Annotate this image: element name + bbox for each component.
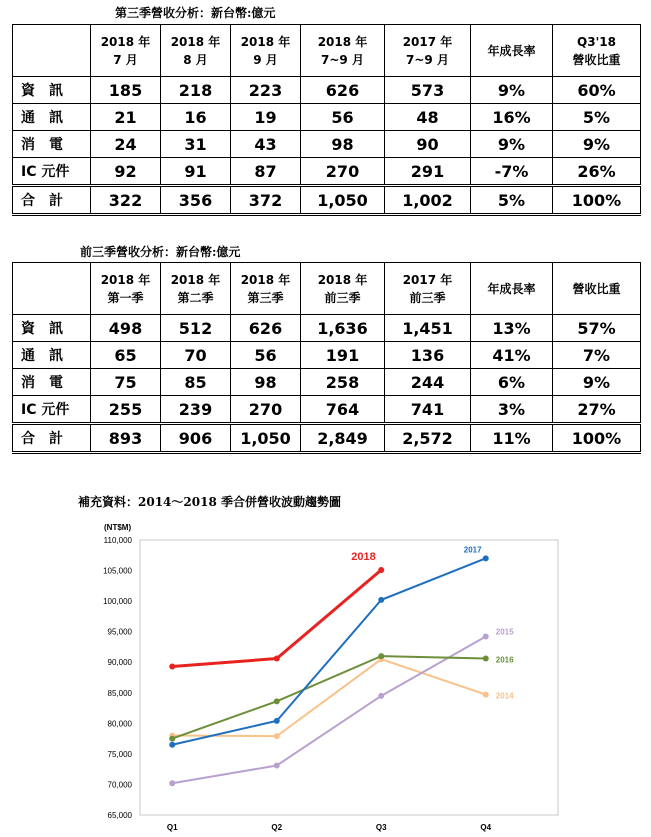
data-point-2016 xyxy=(169,736,175,742)
column-header xyxy=(471,263,553,315)
table-row xyxy=(13,342,641,369)
q3-revenue-table xyxy=(12,24,641,216)
data-point-2018 xyxy=(169,664,175,670)
table-cell: 270 xyxy=(231,396,301,424)
data-point-2016 xyxy=(274,698,280,704)
column-header xyxy=(91,263,161,315)
column-header xyxy=(301,25,385,77)
table-cell: 7% xyxy=(553,342,641,369)
table-cell: 2,849 xyxy=(301,424,385,453)
table-cell: 98 xyxy=(301,131,385,158)
y-tick-label: 75,000 xyxy=(107,749,132,759)
y-tick-label: 100,000 xyxy=(103,597,132,607)
table-cell: 322 xyxy=(91,186,161,215)
ytd-revenue-table xyxy=(12,262,641,454)
column-header xyxy=(161,263,231,315)
column-header xyxy=(385,25,471,77)
column-header-line1: 年成長率 xyxy=(487,43,536,58)
table2-caption: 前三季營收分析：新台幣:億元 xyxy=(80,245,241,259)
column-header xyxy=(553,25,641,77)
table-cell: 291 xyxy=(385,158,471,186)
y-tick-label: 65,000 xyxy=(107,811,132,820)
y-tick-label: 70,000 xyxy=(107,780,132,790)
table-cell: 85 xyxy=(161,369,231,396)
column-header-line2: 營收比重 xyxy=(572,52,621,67)
data-point-2014 xyxy=(274,733,280,739)
table-cell: 31 xyxy=(161,131,231,158)
y-tick-label: 90,000 xyxy=(107,658,132,668)
table-cell: 244 xyxy=(385,369,471,396)
table-cell: 498 xyxy=(91,315,161,342)
data-point-2017 xyxy=(378,597,384,603)
column-header-line1: 營收比重 xyxy=(572,281,621,296)
row-label: IC 元件 xyxy=(13,158,91,186)
table-cell: 16 xyxy=(161,104,231,131)
table-cell: 9% xyxy=(553,131,641,158)
table-cell: 270 xyxy=(301,158,385,186)
table-cell: 258 xyxy=(301,369,385,396)
table-cell: 65 xyxy=(91,342,161,369)
y-tick-label: 95,000 xyxy=(107,627,132,637)
column-header-line2: 第一季 xyxy=(107,290,144,305)
column-header-line2: 前三季 xyxy=(409,290,446,305)
column-header xyxy=(161,25,231,77)
table-row xyxy=(13,186,641,215)
data-point-2017 xyxy=(274,718,280,724)
plot-area xyxy=(140,540,558,815)
column-header-line1: 2018 年 xyxy=(100,34,151,49)
data-point-2018 xyxy=(274,656,280,662)
table-cell: 57% xyxy=(553,315,641,342)
table-cell: 13% xyxy=(471,315,553,342)
table-row xyxy=(13,396,641,424)
table-cell: 2,572 xyxy=(385,424,471,453)
table-row xyxy=(13,315,641,342)
table-cell: 9% xyxy=(553,369,641,396)
chart-title: 補充資料：2014～2018 季合併營收波動趨勢圖 xyxy=(78,495,341,509)
row-label: 資 訊 xyxy=(13,77,91,104)
data-point-2016 xyxy=(483,656,489,662)
y-axis-unit-label: (NT$M) xyxy=(104,523,132,532)
table-cell: 60% xyxy=(553,77,641,104)
table1-caption: 第三季營收分析：新台幣:億元 xyxy=(115,6,276,20)
table-cell: 26% xyxy=(553,158,641,186)
table-cell: 626 xyxy=(231,315,301,342)
column-header xyxy=(231,263,301,315)
table-row xyxy=(13,158,641,186)
table-cell: 27% xyxy=(553,396,641,424)
table-cell: 48 xyxy=(385,104,471,131)
row-label: 資 訊 xyxy=(13,315,91,342)
data-point-2015 xyxy=(483,634,489,640)
column-header-line1: 2017 年 xyxy=(402,34,453,49)
data-point-2015 xyxy=(378,693,384,699)
table-cell: 98 xyxy=(231,369,301,396)
table-cell: 218 xyxy=(161,77,231,104)
table-cell: 741 xyxy=(385,396,471,424)
row-label: IC 元件 xyxy=(13,396,91,424)
column-header-line2: 7 月 xyxy=(113,52,138,67)
column-header-line2: 8 月 xyxy=(183,52,208,67)
series-label-2016: 2016 xyxy=(495,655,514,665)
table-cell: 223 xyxy=(231,77,301,104)
row-label: 合 計 xyxy=(13,424,91,453)
table-cell: 764 xyxy=(301,396,385,424)
x-tick-label: Q4 xyxy=(480,823,492,832)
table-cell: 1,451 xyxy=(385,315,471,342)
table-cell: 626 xyxy=(301,77,385,104)
table-row xyxy=(13,77,641,104)
table-cell: 5% xyxy=(553,104,641,131)
y-tick-label: 105,000 xyxy=(103,566,132,576)
data-point-2018 xyxy=(378,567,384,573)
table-cell: 56 xyxy=(231,342,301,369)
row-label: 通 訊 xyxy=(13,104,91,131)
table-cell: 9% xyxy=(471,77,553,104)
column-header-line2: 第二季 xyxy=(177,290,214,305)
table-cell: 893 xyxy=(91,424,161,453)
table-cell: 1,002 xyxy=(385,186,471,215)
column-header-line1: 2018 年 xyxy=(240,272,291,287)
table-cell: 43 xyxy=(231,131,301,158)
table-row xyxy=(13,131,641,158)
column-header-line2: 前三季 xyxy=(324,290,361,305)
table-cell: 6% xyxy=(471,369,553,396)
column-header-line1: 2017 年 xyxy=(402,272,453,287)
series-label-2017: 2017 xyxy=(463,545,482,555)
table-cell: 91 xyxy=(161,158,231,186)
table-cell: 41% xyxy=(471,342,553,369)
column-header xyxy=(231,25,301,77)
table-cell: 573 xyxy=(385,77,471,104)
data-point-2015 xyxy=(169,780,175,786)
data-point-2016 xyxy=(378,653,384,659)
table-cell: 75 xyxy=(91,369,161,396)
table-cell: 3% xyxy=(471,396,553,424)
column-header xyxy=(553,263,641,315)
column-header xyxy=(91,25,161,77)
table-cell: 70 xyxy=(161,342,231,369)
table-cell: 906 xyxy=(161,424,231,453)
table-row xyxy=(13,104,641,131)
column-header-line1: 2018 年 xyxy=(100,272,151,287)
column-header-line2: 第三季 xyxy=(247,290,284,305)
series-line-2017 xyxy=(172,558,486,744)
table-cell: 136 xyxy=(385,342,471,369)
series-label-2018: 2018 xyxy=(351,550,376,563)
table-cell: 372 xyxy=(231,186,301,215)
table-cell: 92 xyxy=(91,158,161,186)
series-line-2014 xyxy=(172,659,486,736)
series-label-2015: 2015 xyxy=(495,627,514,637)
row-label: 消 電 xyxy=(13,131,91,158)
data-point-2014 xyxy=(483,692,489,698)
column-header xyxy=(13,25,91,77)
column-header xyxy=(13,263,91,315)
table-row xyxy=(13,424,641,453)
table-row xyxy=(13,369,641,396)
table-cell: -7% xyxy=(471,158,553,186)
column-header-line2: 7~9 月 xyxy=(321,52,364,67)
table-cell: 512 xyxy=(161,315,231,342)
column-header-line1: 2018 年 xyxy=(317,272,368,287)
table-cell: 255 xyxy=(91,396,161,424)
table-cell: 1,050 xyxy=(301,186,385,215)
y-tick-label: 110,000 xyxy=(103,536,132,545)
column-header-line1: 2018 年 xyxy=(317,34,368,49)
table-cell: 356 xyxy=(161,186,231,215)
data-point-2017 xyxy=(169,742,175,748)
data-point-2015 xyxy=(274,763,280,769)
table-cell: 90 xyxy=(385,131,471,158)
table-cell: 87 xyxy=(231,158,301,186)
column-header xyxy=(471,25,553,77)
x-tick-label: Q1 xyxy=(166,823,178,832)
column-header-line2: 9 月 xyxy=(253,52,278,67)
y-tick-label: 80,000 xyxy=(107,719,132,729)
x-tick-label: Q2 xyxy=(271,823,283,832)
table-cell: 100% xyxy=(553,424,641,453)
column-header-line1: 2018 年 xyxy=(170,34,221,49)
series-label-2014: 2014 xyxy=(495,691,514,701)
column-header-line1: 2018 年 xyxy=(240,34,291,49)
table-cell: 100% xyxy=(553,186,641,215)
x-tick-label: Q3 xyxy=(375,823,387,832)
column-header xyxy=(301,263,385,315)
column-header-line1: 年成長率 xyxy=(487,281,536,296)
table-cell: 24 xyxy=(91,131,161,158)
row-label: 消 電 xyxy=(13,369,91,396)
table-cell: 19 xyxy=(231,104,301,131)
column-header xyxy=(385,263,471,315)
column-header-line1: Q3'18 xyxy=(577,34,616,49)
column-header-line1: 2018 年 xyxy=(170,272,221,287)
series-line-2018 xyxy=(172,570,381,667)
series-line-2015 xyxy=(172,637,486,784)
column-header-line2: 7~9 月 xyxy=(406,52,449,67)
table-cell: 1,636 xyxy=(301,315,385,342)
table-cell: 1,050 xyxy=(231,424,301,453)
table-cell: 11% xyxy=(471,424,553,453)
table-cell: 239 xyxy=(161,396,231,424)
table-cell: 56 xyxy=(301,104,385,131)
table-cell: 9% xyxy=(471,131,553,158)
row-label: 通 訊 xyxy=(13,342,91,369)
revenue-trend-chart xyxy=(68,508,568,833)
table-cell: 191 xyxy=(301,342,385,369)
table-cell: 16% xyxy=(471,104,553,131)
table-cell: 185 xyxy=(91,77,161,104)
data-point-2017 xyxy=(483,555,489,561)
table-cell: 21 xyxy=(91,104,161,131)
table-cell: 5% xyxy=(471,186,553,215)
y-tick-label: 85,000 xyxy=(107,688,132,698)
row-label: 合 計 xyxy=(13,186,91,215)
